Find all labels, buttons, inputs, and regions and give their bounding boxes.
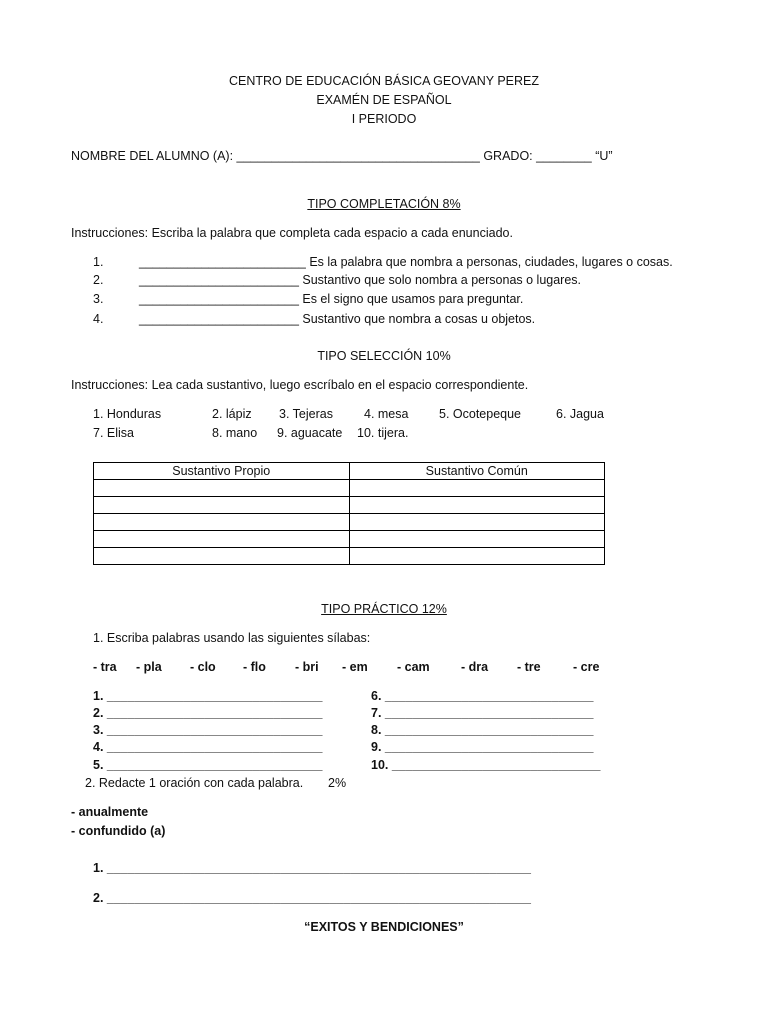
- word-item: 6. Jagua: [556, 407, 604, 421]
- word-item: 2. lápiz: [212, 407, 252, 421]
- exam-period: I PERIODO: [351, 112, 417, 126]
- table-row: [94, 514, 605, 531]
- item-number: 4.: [93, 312, 104, 326]
- completion-instructions: Instrucciones: Escriba la palabra que completa cada espacio a cada enunciado.: [71, 226, 513, 240]
- table-cell[interactable]: [94, 548, 350, 565]
- syllable: - clo: [190, 660, 216, 674]
- practical-question-2: 2. Redacte 1 oración con cada palabra.: [85, 776, 304, 790]
- table-cell[interactable]: [349, 497, 605, 514]
- answer-line[interactable]: 1. _______________________________: [93, 689, 323, 703]
- completion-item: [93, 311, 535, 327]
- completion-item: [93, 291, 523, 307]
- item-text: ________________________ Es la palabra que nombra a personas, ciudades, lugares o cosas.: [139, 255, 673, 269]
- answer-line[interactable]: 6. ______________________________: [371, 689, 594, 703]
- word-item: 7. Elisa: [93, 426, 134, 440]
- table-row: [94, 531, 605, 548]
- table-cell[interactable]: [94, 480, 350, 497]
- practical-question-1: 1. Escriba palabras usando las siguientes sílabas:: [93, 631, 371, 645]
- item-text: _______________________ Sustantivo que solo nombra a personas o lugares.: [139, 273, 582, 287]
- syllable: - em: [342, 660, 368, 674]
- answer-line[interactable]: 10. ______________________________: [371, 758, 601, 772]
- table-cell[interactable]: [349, 548, 605, 565]
- syllable: - cre: [573, 660, 600, 674]
- table-row: [94, 480, 605, 497]
- practical-title: TIPO PRÁCTICO 12%: [321, 602, 447, 616]
- word-item: 1. Honduras: [93, 407, 162, 421]
- word-item: 3. Tejeras: [279, 407, 333, 421]
- word-item: 8. mano: [212, 426, 258, 440]
- header-common-noun: Sustantivo Común: [349, 463, 605, 480]
- answer-line[interactable]: 8. ______________________________: [371, 723, 594, 737]
- word-item: 4. mesa: [364, 407, 409, 421]
- student-name-line: NOMBRE DEL ALUMNO (A): ___________________________________ GRADO: ________ “U”: [71, 149, 613, 163]
- item-number: 2.: [93, 273, 104, 287]
- table-header-row: [94, 463, 605, 480]
- syllable: - pla: [136, 660, 162, 674]
- school-name: CENTRO DE EDUCACIÓN BÁSICA GEOVANY PEREZ: [228, 74, 540, 88]
- table-cell[interactable]: [349, 480, 605, 497]
- item-text: _______________________ Sustantivo que nombra a cosas u objetos.: [139, 312, 536, 326]
- completion-item: [93, 254, 673, 270]
- answer-line[interactable]: 9. ______________________________: [371, 740, 594, 754]
- question-2-points: 2%: [328, 776, 347, 790]
- word-item: 5. Ocotepeque: [439, 407, 522, 421]
- syllable: - tra: [93, 660, 117, 674]
- closing-message: “EXITOS Y BENDICIONES”: [304, 920, 464, 934]
- syllable: - cam: [397, 660, 430, 674]
- syllable: - dra: [461, 660, 489, 674]
- header-proper-noun: Sustantivo Propio: [94, 463, 350, 480]
- word-confundido: - confundido (a): [71, 824, 166, 838]
- table-cell[interactable]: [349, 514, 605, 531]
- sentence-line[interactable]: 1. _____________________________________________________________: [93, 861, 531, 875]
- item-text: _______________________ Es el signo que usamos para preguntar.: [139, 292, 524, 306]
- answer-line[interactable]: 3. _______________________________: [93, 723, 323, 737]
- word-item: 10. tijera.: [357, 426, 409, 440]
- table-cell[interactable]: [94, 497, 350, 514]
- answer-line[interactable]: 2. _______________________________: [93, 706, 323, 720]
- item-number: 3.: [93, 292, 104, 306]
- syllable: - tre: [517, 660, 541, 674]
- table-cell[interactable]: [349, 531, 605, 548]
- word-anualmente: - anualmente: [71, 805, 149, 819]
- exam-title: EXAMÉN DE ESPAÑOL: [316, 93, 452, 107]
- word-item: 9. aguacate: [277, 426, 343, 440]
- selection-title: TIPO SELECCIÓN 10%: [317, 349, 451, 363]
- answer-line[interactable]: 4. _______________________________: [93, 740, 323, 754]
- table-row: [94, 497, 605, 514]
- table-row: [94, 548, 605, 565]
- item-number: 1.: [93, 255, 104, 269]
- answer-line[interactable]: 5. _______________________________: [93, 758, 323, 772]
- table-cell[interactable]: [94, 514, 350, 531]
- sentence-line[interactable]: 2. _____________________________________________________________: [93, 891, 531, 905]
- syllable: - bri: [295, 660, 319, 674]
- noun-classification-table: [93, 462, 605, 565]
- syllable: - flo: [243, 660, 266, 674]
- selection-instructions: Instrucciones: Lea cada sustantivo, luego escríbalo en el espacio correspondiente.: [71, 378, 529, 392]
- answer-line[interactable]: 7. ______________________________: [371, 706, 594, 720]
- table-cell[interactable]: [94, 531, 350, 548]
- completion-title: TIPO COMPLETACIÓN 8%: [307, 197, 461, 211]
- completion-item: [93, 272, 581, 288]
